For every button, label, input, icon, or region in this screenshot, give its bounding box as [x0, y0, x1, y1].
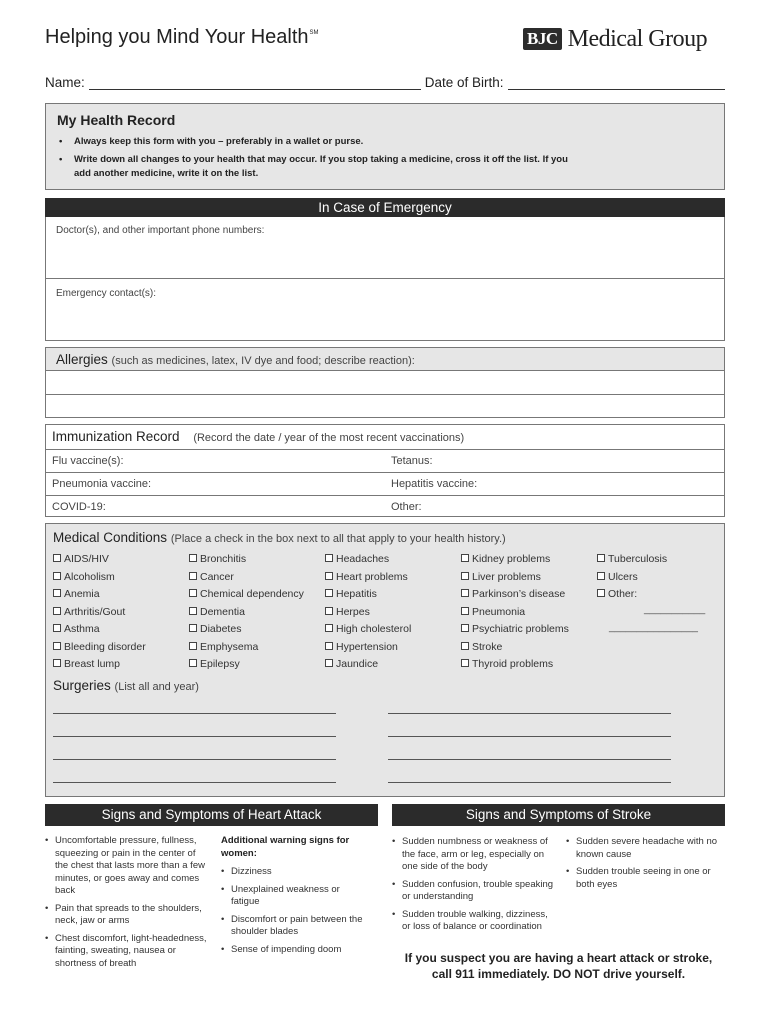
condition-column — [53, 551, 146, 674]
condition-checkbox[interactable] — [53, 659, 61, 667]
identity-row — [45, 75, 725, 90]
condition-item — [597, 569, 667, 587]
condition-checkbox[interactable] — [189, 554, 197, 562]
immunization-box — [45, 424, 725, 517]
call-911-warning — [392, 950, 725, 982]
condition-checkbox[interactable] — [189, 607, 197, 615]
sign-item: • Pain that spreads to the shoulders, neck, jaw or arms — [45, 903, 207, 928]
stroke-signs-left — [392, 836, 554, 939]
surgery-line[interactable] — [388, 736, 671, 737]
heart-attack-signs — [45, 835, 207, 975]
condition-label: Ulcers — [608, 570, 638, 583]
emergency-box — [45, 217, 725, 341]
condition-label: Cancer — [200, 570, 234, 583]
surgery-line[interactable] — [388, 782, 671, 783]
instruction-item: • Write down all changes to your health that may occur. If you stop taking a medicine, cross it off the list. If you add another medicine, write it on the list. — [57, 153, 577, 181]
condition-label: Jaundice — [336, 658, 379, 670]
condition-item — [189, 621, 304, 639]
condition-item — [53, 586, 146, 604]
condition-item — [325, 569, 411, 587]
condition-checkbox[interactable] — [53, 642, 61, 650]
condition-label: Hypertension — [336, 640, 398, 653]
instruction-item: • Always keep this form with you – preferably in a wallet or purse. — [57, 135, 697, 149]
condition-label: Emphysema — [200, 640, 259, 653]
condition-checkbox[interactable] — [461, 554, 469, 562]
condition-item — [597, 586, 667, 604]
condition-label: Pneumonia — [472, 605, 526, 618]
condition-label: Bleeding disorder — [64, 640, 146, 653]
condition-checkbox[interactable] — [189, 624, 197, 632]
allergies-title: Allergies — [56, 352, 108, 367]
allergy-field-1[interactable] — [46, 372, 724, 394]
condition-checkbox[interactable] — [325, 642, 333, 650]
sign-item: • Sudden trouble walking, dizziness, or loss of balance or coordination — [392, 909, 554, 934]
condition-checkbox[interactable] — [53, 572, 61, 580]
condition-label: Arthritis/Gout — [64, 605, 126, 618]
women-warning-title: Additional warning signs for women: — [221, 835, 350, 859]
allergy-field-2[interactable] — [46, 395, 724, 417]
flu-vaccine-field[interactable]: Flu vaccine(s): — [52, 455, 124, 467]
condition-checkbox[interactable] — [461, 642, 469, 650]
condition-item — [189, 656, 304, 674]
surgery-line[interactable] — [53, 782, 336, 783]
condition-item — [597, 551, 667, 569]
condition-item — [461, 639, 569, 657]
dob-field[interactable] — [508, 78, 725, 90]
condition-checkbox[interactable] — [325, 607, 333, 615]
condition-label: Liver problems — [472, 570, 541, 583]
logo-text: Medical Group — [567, 25, 708, 52]
tetanus-field[interactable]: Tetanus: — [391, 455, 433, 467]
medical-conditions-title: Medical Conditions — [53, 530, 168, 545]
hepatitis-vaccine-field[interactable]: Hepatitis vaccine: — [391, 478, 478, 490]
condition-item — [53, 621, 146, 639]
condition-checkbox[interactable] — [461, 607, 469, 615]
condition-checkbox[interactable] — [325, 624, 333, 632]
condition-checkbox[interactable] — [461, 589, 469, 597]
sign-item: • Unexplained weakness or fatigue — [221, 884, 356, 909]
service-mark: SM — [309, 30, 319, 36]
surgery-line[interactable] — [53, 736, 336, 737]
condition-label: Asthma — [64, 623, 100, 635]
condition-item — [461, 569, 569, 587]
logo-box: BJC — [523, 28, 562, 50]
condition-item — [53, 569, 146, 587]
condition-item — [189, 639, 304, 657]
women-warning-signs — [221, 835, 381, 961]
condition-item — [461, 586, 569, 604]
condition-checkbox[interactable] — [325, 589, 333, 597]
condition-checkbox[interactable] — [597, 589, 605, 597]
condition-item — [189, 586, 304, 604]
condition-label: Dementia — [200, 605, 245, 618]
allergies-header — [46, 348, 724, 371]
surgery-line[interactable] — [53, 713, 336, 714]
condition-item — [325, 639, 411, 657]
condition-label: Thyroid problems — [472, 658, 554, 670]
condition-label: Heart problems — [336, 570, 408, 583]
condition-checkbox[interactable] — [461, 624, 469, 632]
other-vaccine-field[interactable]: Other: — [391, 501, 422, 513]
sign-item: • Dizziness — [221, 866, 381, 879]
name-label: Name: — [45, 75, 85, 90]
sign-item: • Discomfort or pain between the shoulder blades — [221, 914, 381, 939]
other-condition-blank-2[interactable]: ________________ — [609, 622, 698, 633]
stroke-header: Signs and Symptoms of Stroke — [392, 804, 725, 826]
condition-checkbox[interactable] — [325, 554, 333, 562]
condition-column — [189, 551, 304, 674]
condition-label: Chemical dependency — [200, 588, 304, 600]
immunization-header — [46, 425, 724, 449]
surgery-line[interactable] — [388, 759, 671, 760]
sign-item: • Sudden confusion, trouble speaking or understanding — [392, 879, 554, 904]
condition-checkbox[interactable] — [189, 659, 197, 667]
condition-column — [597, 551, 667, 604]
condition-item — [53, 604, 146, 622]
sign-item: • Sudden trouble seeing in one or both eyes — [566, 866, 725, 891]
condition-label: Tuberculosis — [608, 553, 668, 565]
condition-item — [53, 639, 146, 657]
condition-checkbox[interactable] — [189, 572, 197, 580]
condition-label: AIDS/HIV — [64, 553, 109, 565]
surgery-line[interactable] — [388, 713, 671, 714]
condition-checkbox[interactable] — [189, 589, 197, 597]
warning-line-1: If you suspect you are having a heart attack or stroke, — [404, 951, 713, 965]
condition-item — [325, 604, 411, 622]
surgeries-title: Surgeries — [53, 678, 111, 693]
condition-label: Herpes — [336, 605, 370, 618]
condition-item — [461, 621, 569, 639]
condition-checkbox[interactable] — [53, 607, 61, 615]
condition-item — [53, 551, 146, 569]
medical-conditions-subtitle: (Place a check in the box next to all that apply to your health history.) — [170, 533, 506, 545]
name-field[interactable] — [89, 78, 421, 90]
immunization-subtitle: (Record the date / year of the most recent vaccinations) — [193, 432, 465, 444]
condition-label: Bronchitis — [200, 553, 247, 565]
covid-vaccine-field[interactable]: COVID-19: — [52, 501, 106, 513]
medical-conditions-header — [53, 530, 506, 545]
sign-item: • Uncomfortable pressure, fullness, squeezing or pain in the center of the chest that lasts more than a few minutes, or goes away and comes back — [45, 835, 207, 898]
condition-checkbox[interactable] — [461, 659, 469, 667]
condition-label: High cholesterol — [336, 623, 412, 635]
condition-label: Diabetes — [200, 623, 242, 635]
stroke-signs-right — [566, 836, 725, 896]
emergency-contact-label: Emergency contact(s): — [56, 288, 157, 299]
surgery-line[interactable] — [53, 759, 336, 760]
condition-item — [325, 551, 411, 569]
emergency-header: In Case of Emergency — [45, 198, 725, 217]
sign-item: • Sudden severe headache with no known cause — [566, 836, 725, 861]
condition-label: Anemia — [64, 588, 100, 600]
surgeries-subtitle: (List all and year) — [114, 681, 199, 693]
condition-item — [461, 604, 569, 622]
heart-attack-header: Signs and Symptoms of Heart Attack — [45, 804, 378, 826]
condition-label: Kidney problems — [472, 553, 551, 565]
condition-column — [325, 551, 411, 674]
health-record-title: My Health Record — [57, 112, 176, 128]
immunization-title: Immunization Record — [52, 429, 180, 444]
condition-label: Other: — [608, 588, 638, 600]
surgeries-header — [53, 678, 199, 693]
women-signs-list — [221, 866, 381, 956]
condition-item — [189, 569, 304, 587]
condition-checkbox[interactable] — [597, 572, 605, 580]
condition-label: Parkinson’s disease — [472, 588, 566, 600]
condition-item — [189, 604, 304, 622]
page-title: Helping you Mind Your Health℠ — [45, 26, 319, 48]
condition-label: Epilepsy — [200, 658, 240, 670]
condition-item — [53, 656, 146, 674]
sign-item: • Sudden numbness or weakness of the face, arm or leg, especially on one side of the body — [392, 836, 554, 874]
condition-label: Alcoholism — [64, 570, 115, 583]
health-record-instructions — [57, 135, 697, 185]
condition-label: Headaches — [336, 553, 390, 565]
immunization-row — [46, 472, 724, 495]
pneumonia-vaccine-field[interactable]: Pneumonia vaccine: — [52, 478, 152, 490]
condition-checkbox[interactable] — [53, 589, 61, 597]
bjc-logo — [523, 24, 707, 54]
immunization-row — [46, 449, 724, 472]
condition-label: Stroke — [472, 640, 503, 653]
condition-item — [461, 656, 569, 674]
condition-checkbox[interactable] — [597, 554, 605, 562]
sign-item: • Sense of impending doom — [221, 944, 381, 957]
condition-checkbox[interactable] — [325, 659, 333, 667]
immunization-row — [46, 495, 724, 518]
condition-checkbox[interactable] — [325, 572, 333, 580]
condition-label: Psychiatric problems — [472, 623, 569, 635]
condition-item — [325, 656, 411, 674]
condition-item — [189, 551, 304, 569]
condition-item — [461, 551, 569, 569]
dob-label: Date of Birth: — [424, 75, 504, 90]
sign-item: • Chest discomfort, light-headedness, fainting, sweating, nausea or shortness of breath — [45, 933, 207, 971]
condition-label: Hepatitis — [336, 588, 377, 600]
condition-item — [325, 586, 411, 604]
condition-column — [461, 551, 569, 674]
condition-checkbox[interactable] — [189, 642, 197, 650]
other-condition-blank[interactable]: ___________ — [644, 604, 706, 615]
health-record-box — [45, 103, 725, 190]
condition-item — [325, 621, 411, 639]
allergies-subtitle: (such as medicines, latex, IV dye and food; describe reaction): — [111, 355, 415, 367]
condition-checkbox[interactable] — [53, 554, 61, 562]
condition-checkbox[interactable] — [461, 572, 469, 580]
condition-label: Breast lump — [64, 658, 121, 670]
condition-checkbox[interactable] — [53, 624, 61, 632]
warning-line-2: call 911 immediately. DO NOT drive yourself. — [431, 967, 686, 981]
emergency-contact-field[interactable] — [46, 279, 724, 340]
doctors-field[interactable] — [46, 217, 724, 278]
doctors-label: Doctor(s), and other important phone numbers: — [56, 225, 265, 236]
medical-conditions-box — [45, 523, 725, 797]
allergies-box — [45, 347, 725, 418]
